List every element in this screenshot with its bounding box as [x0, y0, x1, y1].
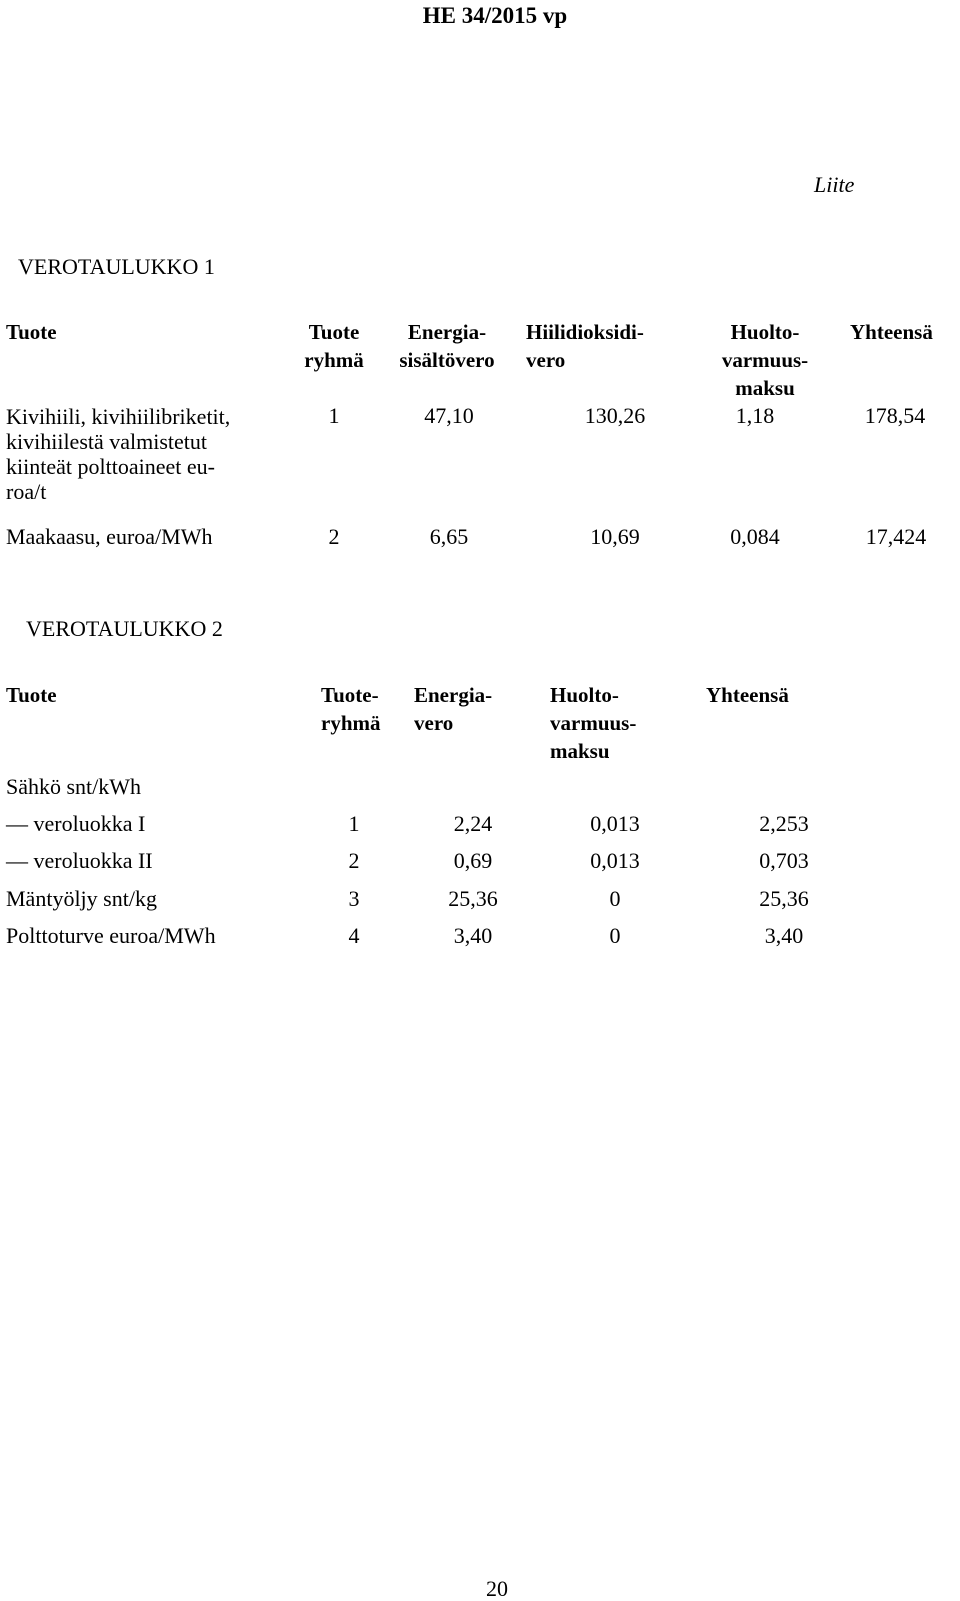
table2-header-total: Yhteensä: [706, 683, 789, 707]
table1-cell-supply: 1,18: [735, 403, 775, 428]
table2-cell-energy: 2,24: [453, 811, 493, 836]
table1-cell-product: Maakaasu, euroa/MWh: [6, 524, 213, 549]
table2-header-group: Tuote- ryhmä: [321, 683, 381, 735]
table2-cell-supply: 0,013: [590, 848, 640, 873]
table1-cell-group: 1: [328, 403, 340, 428]
table2-cell-group: 4: [348, 923, 360, 948]
table2-cell-group: 3: [348, 886, 360, 911]
table1-header-group: Tuote ryhmä: [304, 320, 364, 372]
table1-cell-total: 178,54: [864, 403, 926, 428]
table2-cell-total: 25,36: [759, 886, 809, 911]
table1-header-energy: Energia- sisältövero: [399, 320, 495, 372]
table2-section-label: Sähkö snt/kWh: [6, 774, 142, 799]
table2-cell-total: 2,253: [759, 811, 809, 836]
table2-cell-group: 1: [348, 811, 360, 836]
table2-cell-energy: 3,40: [453, 923, 493, 948]
table2-cell-product: — veroluokka I: [6, 811, 146, 836]
table2-cell-product: Polttoturve euroa/MWh: [6, 923, 216, 948]
table1-cell-supply: 0,084: [730, 524, 780, 549]
table1-cell-co2: 130,26: [584, 403, 646, 428]
table2-cell-product: — veroluokka II: [6, 848, 153, 873]
table1-cell-energy: 6,65: [429, 524, 469, 549]
table1-header-co2: Hiilidioksidi- vero: [526, 320, 644, 372]
table2-cell-energy: 0,69: [453, 848, 493, 873]
table2-cell-group: 2: [348, 848, 360, 873]
table2-title: VEROTAULUKKO 2: [26, 616, 223, 641]
table2-cell-total: 0,703: [759, 848, 809, 873]
page-number: 20: [486, 1576, 508, 1601]
table2-header-supply: Huolto- varmuus- maksu: [550, 683, 637, 763]
table2-cell-product: Mäntyöljy snt/kg: [6, 886, 157, 911]
document-header: HE 34/2015 vp: [422, 3, 568, 28]
table1-cell-product: Kivihiili, kivihiilibriketit, kivihiilestä valmistetut kiinteät polttoaineet eu- roa/t: [6, 404, 231, 504]
table2-cell-supply: 0,013: [590, 811, 640, 836]
table1-cell-total: 17,424: [865, 524, 927, 549]
table1-cell-group: 2: [328, 524, 340, 549]
table2-header-product: Tuote: [6, 683, 57, 707]
table1-cell-energy: 47,10: [424, 403, 474, 428]
table2-cell-total: 3,40: [764, 923, 804, 948]
table1-title: VEROTAULUKKO 1: [18, 254, 215, 279]
table1-header-product: Tuote: [6, 320, 57, 344]
table2-cell-supply: 0: [609, 886, 621, 911]
table1-cell-co2: 10,69: [590, 524, 640, 549]
appendix-label: Liite: [814, 172, 855, 197]
table2-header-energy: Energia- vero: [414, 683, 493, 735]
table1-header-total: Yhteensä: [850, 320, 933, 344]
table2-cell-supply: 0: [609, 923, 621, 948]
table1-header-supply: Huolto- varmuus- maksu: [721, 320, 809, 400]
table2-cell-energy: 25,36: [448, 886, 498, 911]
